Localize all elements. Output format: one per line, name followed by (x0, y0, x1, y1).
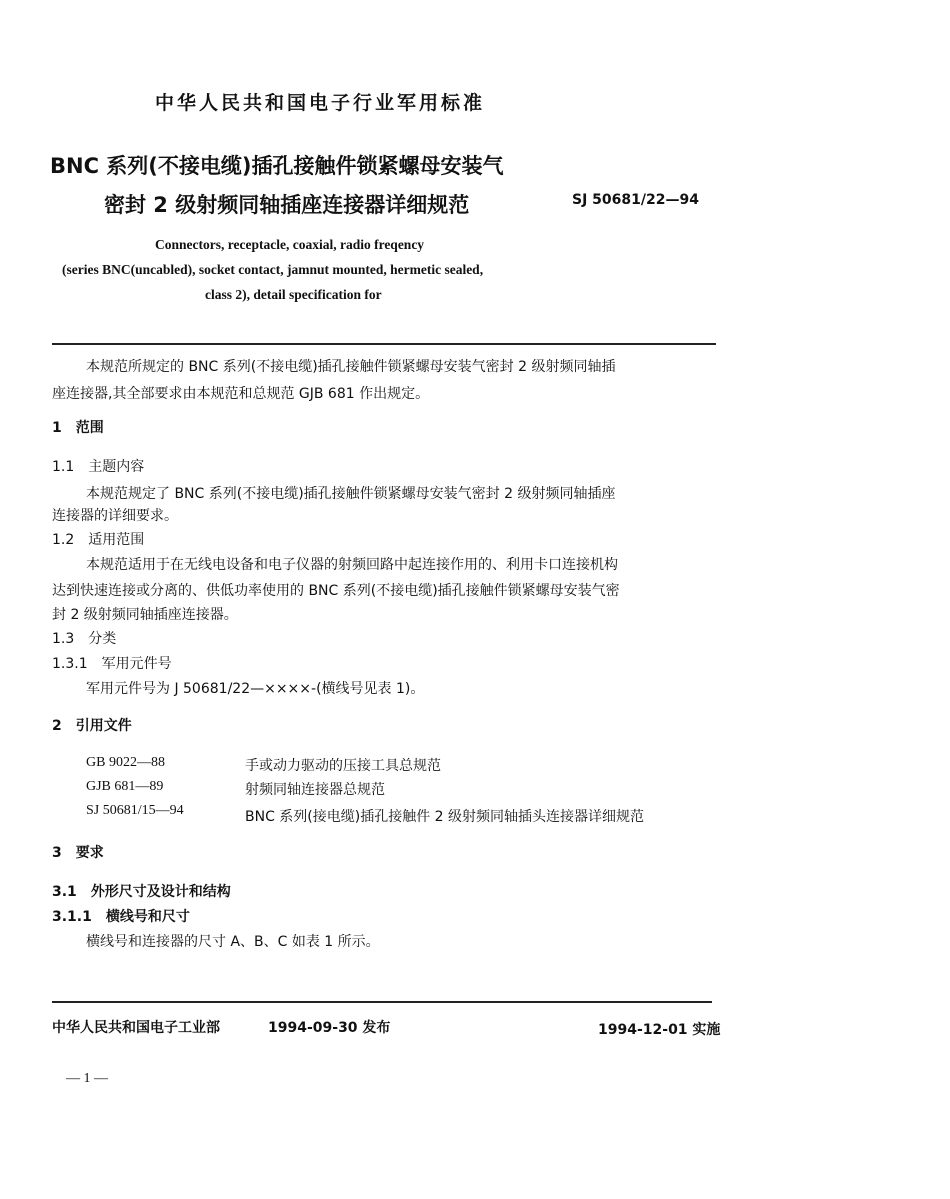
section-1-3-heading (52, 628, 116, 648)
section-number: 1.1 (52, 459, 75, 475)
issue-date: 1994-09-30 发布 (268, 1020, 391, 1036)
section-2-heading (52, 715, 132, 735)
section-title: 范围 (75, 420, 104, 436)
section-1-1-line-1: 本规范规定了 BNC 系列(不接电缆)插孔接触件锁紧螺母安装气密封 2 级射频同轴插座 (86, 486, 616, 502)
section-title: 横线号和尺寸 (105, 909, 190, 925)
intro-line-2: 座连接器,其全部要求由本规范和总规范 GJB 681 作出规定。 (52, 386, 430, 402)
section-1-2-line-3: 封 2 级射频同轴插座连接器。 (52, 607, 238, 623)
section-title: 引用文件 (75, 718, 132, 734)
section-title: 外形尺寸及设计和结构 (90, 884, 231, 900)
section-1-heading (52, 417, 104, 437)
header-divider (52, 343, 716, 345)
section-3-heading (52, 842, 104, 862)
standard-type-header: 中华人民共和国电子行业军用标准 (154, 92, 485, 114)
effective-date: 1994-12-01 实施 (598, 1022, 721, 1038)
section-title: 分类 (88, 631, 117, 647)
section-number: 3.1.1 (52, 909, 92, 925)
title-line-2: 密封 2 级射频同轴插座连接器详细规范 (104, 193, 470, 217)
reference-code: GB 9022—88 (86, 755, 165, 770)
english-title-line-2: (series BNC(uncabled), socket contact, jamnut mounted, hermetic sealed, (62, 262, 484, 277)
section-title: 适用范围 (88, 532, 145, 548)
footer-divider (52, 1001, 712, 1003)
issuer: 中华人民共和国电子工业部 (52, 1020, 220, 1036)
section-1-2-heading (52, 529, 144, 549)
section-1-3-1-line-1: 军用元件号为 J 50681/22—××××-(横线号见表 1)。 (86, 681, 425, 697)
section-title: 军用元件号 (101, 656, 172, 672)
page-number: — 1 — (66, 1071, 108, 1086)
intro-line-1: 本规范所规定的 BNC 系列(不接电缆)插孔接触件锁紧螺母安装气密封 2 级射频同轴插 (86, 359, 616, 375)
section-number: 1.3 (52, 631, 75, 647)
section-3-1-1-line-1: 横线号和连接器的尺寸 A、B、C 如表 1 所示。 (86, 934, 380, 950)
section-number: 2 (52, 718, 62, 734)
section-1-2-line-1: 本规范适用于在无线电设备和电子仪器的射频回路中起连接作用的、利用卡口连接机构 (86, 557, 618, 573)
section-3-1-heading (52, 881, 231, 901)
section-1-3-1-heading (52, 653, 172, 673)
standard-code: SJ 50681/22—94 (572, 192, 699, 208)
reference-title: BNC 系列(接电缆)插孔接触件 2 级射频同轴插头连接器详细规范 (245, 809, 645, 825)
section-number: 3 (52, 845, 62, 861)
section-3-1-1-heading (52, 906, 190, 926)
section-number: 1 (52, 420, 62, 436)
section-title: 主题内容 (88, 459, 145, 475)
section-number: 1.2 (52, 532, 75, 548)
section-1-1-heading (52, 456, 144, 476)
title-line-1: BNC 系列(不接电缆)插孔接触件锁紧螺母安装气 (50, 154, 504, 178)
reference-title: 手或动力驱动的压接工具总规范 (245, 758, 441, 774)
english-title-line-1: Connectors, receptacle, coaxial, radio freqency (155, 237, 425, 252)
english-title-line-3: class 2), detail specification for (205, 287, 382, 302)
section-number: 3.1 (52, 884, 77, 900)
section-1-1-line-2: 连接器的详细要求。 (52, 508, 178, 524)
section-1-2-line-2: 达到快速连接或分离的、供低功率使用的 BNC 系列(不接电缆)插孔接触件锁紧螺母安装气密 (52, 583, 620, 599)
reference-code: GJB 681—89 (86, 779, 164, 794)
reference-title: 射频同轴连接器总规范 (245, 782, 385, 798)
section-title: 要求 (75, 845, 104, 861)
section-number: 1.3.1 (52, 656, 88, 672)
reference-code: SJ 50681/15—94 (86, 803, 184, 818)
